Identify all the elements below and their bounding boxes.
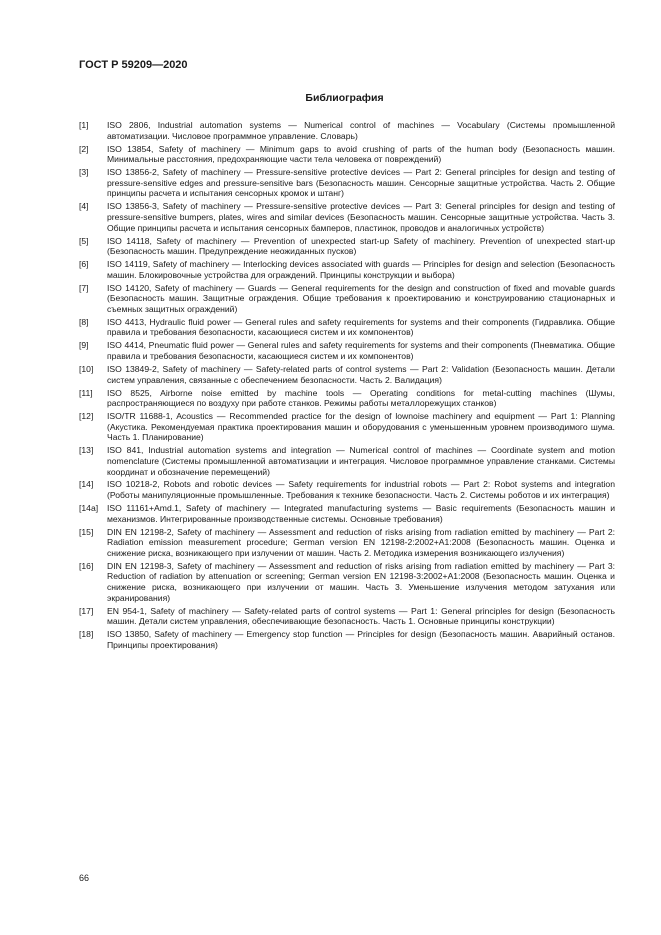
bibliography-entry <box>79 479 615 500</box>
entry-text: ISO 841, Industrial automation systems and integration — Numerical control of machines — Coordinate system and motion nomenclature (Системы промышленной автоматизации и интеграция. Числовое программное управление станками. Системы координат и обозначение перемещений) <box>107 445 615 477</box>
bibliography-entry <box>79 411 615 443</box>
bibliography-entry <box>79 236 615 257</box>
entry-text: ISO 14118, Safety of machinery — Prevention of unexpected start-up Safety of machinery. Prevention of unexpected start-up (Безопасность машин. Предупреждение неожиданных пусков) <box>107 235 615 257</box>
entry-text: ISO 13856-3, Safety of machinery — Pressure-sensitive protective devices — Part 3: General principles for design and testing of pressure-sensitive bumpers, plates, wires and similar devices (Безопасность машин. Сенсорные защитные устройства. Часть 3. Общие принципы расчета и испытания сенсорных бамперов, пластинок, проводов и аналогичных устройств) <box>107 201 615 233</box>
entry-text: ISO 14119, Safety of machinery — Interlocking devices associated with guards — Principles for design and selection (Безопасность машин. Блокировочные устройства для ограждений. Принципы конструкции и выбора) <box>107 259 615 280</box>
entry-number: [9] <box>79 340 89 351</box>
bibliography-entry <box>79 340 615 361</box>
entry-number: [2] <box>79 143 89 154</box>
bibliography-entry <box>79 144 615 165</box>
bibliography-entry <box>79 201 615 233</box>
entry-number: [7] <box>79 282 89 293</box>
entry-number: [1] <box>79 120 89 130</box>
entry-text: ISO 4413, Hydraulic fluid power — General rules and safety requirements for systems and their components (Гидравлика. Общие правила и требования безопасности, касающиеся систем и их компонентов) <box>107 316 615 338</box>
entry-text: DIN EN 12198-2, Safety of machinery — Assessment and reduction of risks arising from radiation emitted by machinery — Part 2: Radiation emission measurement procedure; German version EN 12198-2:2002+A1:2008 (Безопасность машин. Оценка и снижение риска, возникающего при излучении от машин. Часть 2. Методика измерения возникающего излучения) <box>107 526 615 558</box>
entry-number: [14] <box>79 479 94 490</box>
bibliography-entry <box>79 629 615 650</box>
bibliography-entry <box>79 445 615 477</box>
entry-number: [16] <box>79 560 94 571</box>
bibliography-entry <box>79 283 615 315</box>
entry-number: [6] <box>79 259 89 270</box>
entry-number: [13] <box>79 445 94 456</box>
entry-number: [5] <box>79 235 89 246</box>
entry-number: [12] <box>79 411 94 422</box>
bibliography-entry <box>79 503 615 524</box>
bibliography-entry <box>79 120 615 141</box>
bibliography-entry <box>79 527 615 559</box>
bibliography-entry <box>79 388 615 409</box>
entry-text: ISO 13850, Safety of machinery — Emergency stop function — Principles for design (Безопасность машин. Аварийный останов. Принципы проектирования) <box>107 629 615 650</box>
entry-text: ISO 13854, Safety of machinery — Minimum gaps to avoid crushing of parts of the human body (Безопасность машин. Минимальные расстояния, предохраняющие части тела человека от повреждений) <box>107 143 615 165</box>
entry-number: [4] <box>79 201 89 212</box>
entry-number: [17] <box>79 605 94 616</box>
entry-text: ISO 13856-2, Safety of machinery — Pressure-sensitive protective devices — Part 2: General principles for design and testing of pressure-sensitive edges and pressure-sensitive bars (Безопасность машин. Сенсорные защитные устройства. Часть 2. Общие принципы расчета и испытания сенсорных кромок и штанг) <box>107 167 615 199</box>
entry-text: ISO 2806, Industrial automation systems — Numerical control of machines — Vocabulary (Системы промышленной автоматизации. Числовое программное управление. Словарь) <box>107 120 615 141</box>
bibliography-list <box>79 120 615 653</box>
entry-text: ISO 14120, Safety of machinery — Guards — General requirements for the design and construction of fixed and movable guards (Безопасность машин. Защитные ограждения. Общие требования к проектированию и конструированию стационарных и съемных защитных ограждений) <box>107 282 615 314</box>
bibliography-entry <box>79 259 615 280</box>
entry-text: ISO 8525, Airborne noise emitted by machine tools — Operating conditions for metal-cutting machines (Шумы, распространяющиеся по воздуху при работе станков. Режимы работы металлорежущих станков) <box>107 387 615 409</box>
entry-text: DIN EN 12198-3, Safety of machinery — Assessment and reduction of risks arising from radiation emitted by machinery — Part 3: Reduction of radiation by attenuation or screening; German version EN 12198-3:2002+A1:2008 (Безопасность машин. Оценка и снижение риска, возникающего при излучении от машин. Часть 3. Уменьшение излучения методом затухания или экранирования) <box>107 560 615 603</box>
entry-number: [11] <box>79 387 93 398</box>
entry-text: ISO 10218-2, Robots and robotic devices — Safety requirements for industrial robots — Part 2: Robot systems and integration (Роботы манипуляционные промышленные. Требования к технике безопасности. Часть 2. Системы роботов и их интеграция) <box>107 479 615 501</box>
entry-number: [10] <box>79 363 94 374</box>
section-title: Библиография <box>305 92 384 104</box>
entry-number: [14a] <box>79 503 99 514</box>
entry-text: ISO 13849-2, Safety of machinery — Safety-related parts of control systems — Part 2: Validation (Безопасность машин. Детали систем управления, связанные с обеспечением безопасности. Часть 2. Валидация) <box>107 363 615 385</box>
bibliography-entry <box>79 167 615 199</box>
entry-number: [8] <box>79 316 89 327</box>
entry-number: [3] <box>79 167 89 178</box>
bibliography-entry <box>79 364 615 385</box>
entry-text: ISO/TR 11688-1, Acoustics — Recommended practice for the design of lownoise machinery and equipment — Part 1: Planning (Акустика. Рекомендуемая практика проектирования машин и оборудования с уменьшенным уровнем производимого шума. Часть 1. Планирование) <box>107 411 615 443</box>
bibliography-entry <box>79 317 615 338</box>
entry-number: [15] <box>79 526 94 537</box>
document-header: ГОСТ Р 59209—2020 <box>79 59 188 71</box>
entry-text: ISO 11161+Amd.1, Safety of machinery — Integrated manufacturing systems — Basic requirements (Безопасность машин и механизмов. Интегрированные производственные системы. Основные требования) <box>107 503 615 524</box>
bibliography-entry <box>79 561 615 603</box>
page-number: 66 <box>79 873 90 883</box>
entry-number: [18] <box>79 629 94 640</box>
entry-text: ISO 4414, Pneumatic fluid power — General rules and safety requirements for systems and their components (Пневматика. Общие правила и требования безопасности, касающиеся систем и их компонентов) <box>107 340 615 361</box>
bibliography-entry <box>79 606 615 627</box>
entry-text: EN 954-1, Safety of machinery — Safety-related parts of control systems — Part 1: General principles for design (Безопасность машин. Детали систем управления, обеспечивающие безопасность. Часть 1. Основные принципы конструкции) <box>107 605 615 627</box>
